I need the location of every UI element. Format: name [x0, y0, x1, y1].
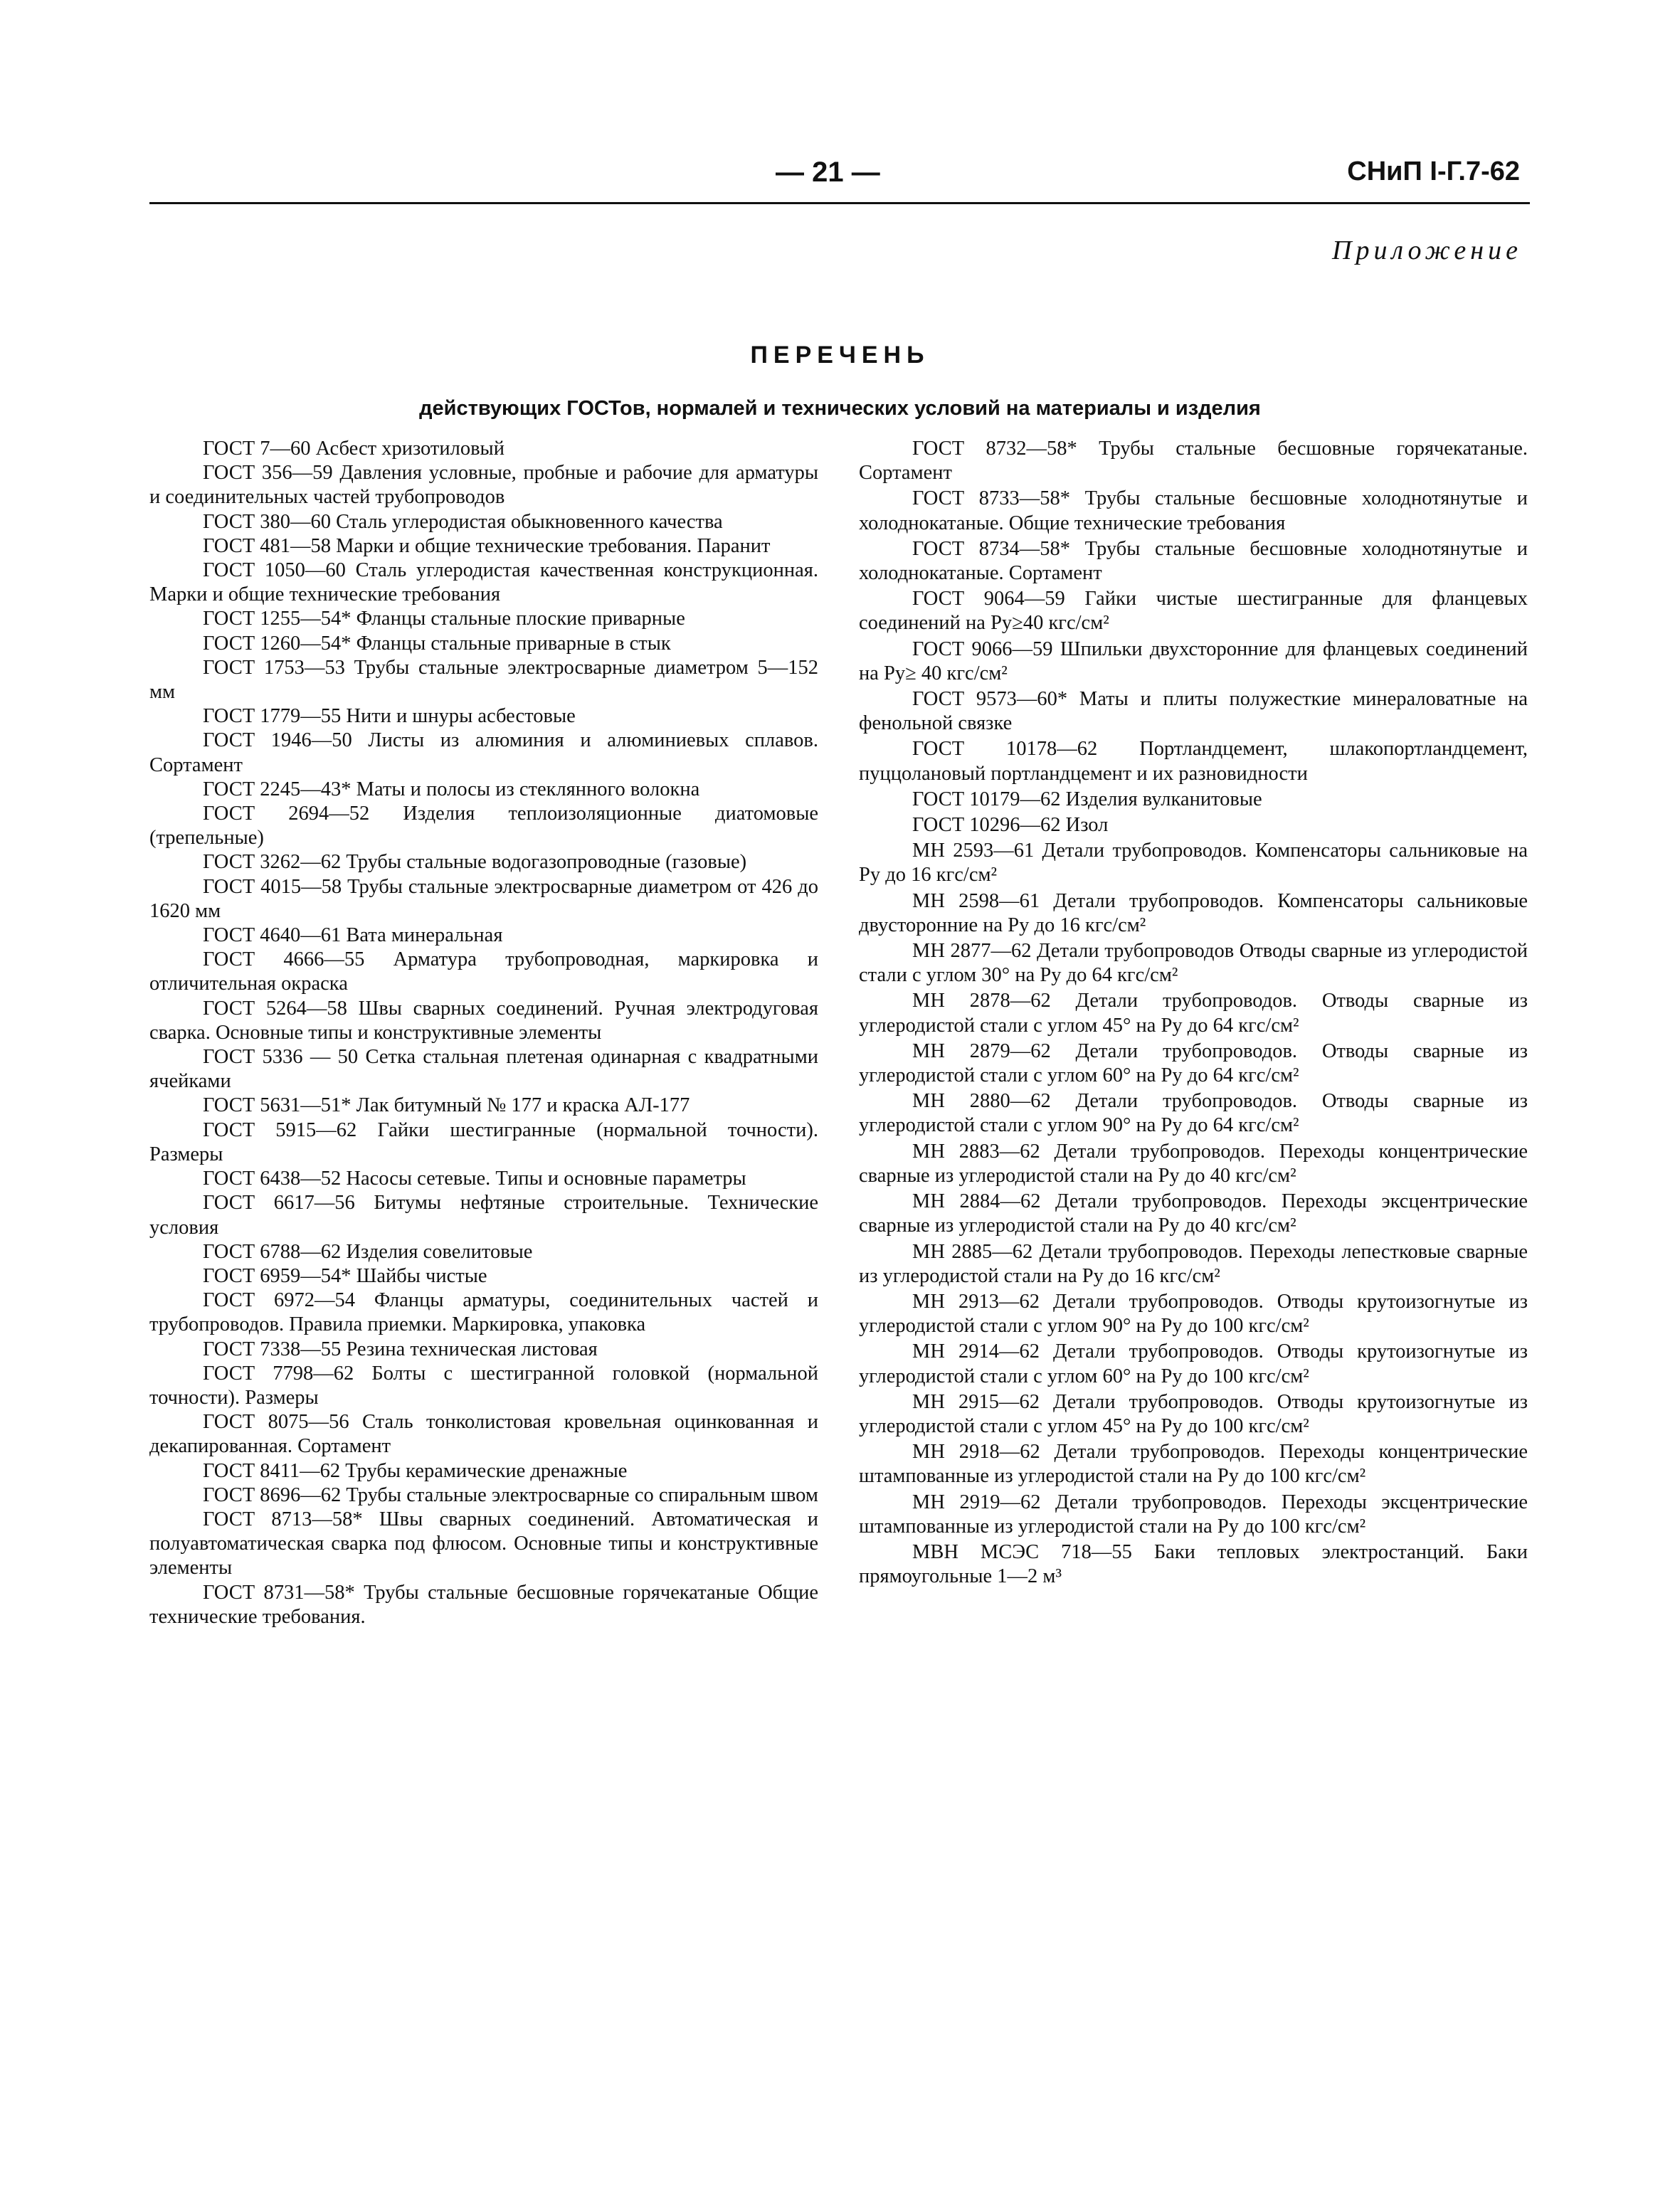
list-entry: МН 2877—62 Детали трубопроводов Отводы сварные из углеродистой стали с углом 30° на Pу до 64 кгс/см²	[859, 940, 1528, 987]
list-entry: ГОСТ 356—59 Давления условные, пробные и рабочие для арматуры и соединительных частей трубопроводов	[149, 462, 818, 509]
list-entry: ГОСТ 1753—53 Трубы стальные электросварные диаметром 5—152 мм	[149, 656, 818, 704]
list-entry: ГОСТ 6959—54* Шайбы чистые	[203, 1264, 487, 1287]
list-entry: ГОСТ 1946—50 Листы из алюминия и алюминиевых сплавов. Сортамент	[149, 729, 818, 776]
list-entry: МН 2883—62 Детали трубопроводов. Переходы концентрические сварные из углеродистой стали на Pу до 40 кгс/см²	[859, 1140, 1528, 1187]
list-entry: ГОСТ 6617—56 Битумы нефтяные строительные. Технические условия	[149, 1192, 818, 1239]
list-entry: МН 2913—62 Детали трубопроводов. Отводы крутоизогнутые из углеродистой стали с углом 90° на Pу до 100 кгс/см²	[859, 1290, 1528, 1338]
list-entry: ГОСТ 8696—62 Трубы стальные электросварные со спиральным швом	[203, 1483, 818, 1506]
list-entry: ГОСТ 9064—59 Гайки чистые шестигранные для фланцевых соединений на Pу≥40 кгс/см²	[859, 588, 1528, 635]
list-entry: МН 2878—62 Детали трубопроводов. Отводы сварные из углеродистой стали с углом 45° на Pу до 64 кгс/см²	[859, 990, 1528, 1037]
list-entry: МН 2880—62 Детали трубопроводов. Отводы сварные из углеродистой стали с углом 90° на Pу до 64 кгс/см²	[859, 1090, 1528, 1137]
list-entry: МН 2914—62 Детали трубопроводов. Отводы крутоизогнутые из углеродистой стали с углом 60° на Pу до 100 кгс/см²	[859, 1340, 1528, 1387]
list-entry: ГОСТ 5264—58 Швы сварных соединений. Ручная электродуговая сварка. Основные типы и конструктивные элементы	[149, 997, 818, 1044]
list-entry: ГОСТ 380—60 Сталь углеродистая обыкновенного качества	[203, 510, 723, 533]
list-entry: МН 2593—61 Детали трубопроводов. Компенсаторы сальниковые на Pу до 16 кгс/см²	[859, 840, 1528, 887]
list-entry: МВН МСЭС 718—55 Баки тепловых электростанций. Баки прямоугольные 1—2 м³	[859, 1540, 1528, 1588]
list-entry: ГОСТ 7—60 Асбест хризотиловый	[203, 438, 504, 460]
list-entry: ГОСТ 8713—58* Швы сварных соединений. Автоматическая и полуавтоматическая сварка под флюсом. Основные типы и конструктивные элементы	[149, 1508, 818, 1580]
list-entry: ГОСТ 5631—51* Лак битумный № 177 и краска АЛ-177	[203, 1094, 690, 1117]
list-entry: МН 2885—62 Детали трубопроводов. Переходы лепестковые сварные из углеродистой стали на Pу до 16 кгс/см²	[859, 1240, 1528, 1287]
appendix-label: Приложение	[1332, 236, 1522, 265]
list-entry: МН 2919—62 Детали трубопроводов. Переходы эксцентрические штампованные из углеродистой стали на Pу до 100 кгс/см²	[859, 1491, 1528, 1538]
list-entry: ГОСТ 6438—52 Насосы сетевые. Типы и основные параметры	[203, 1168, 746, 1190]
header-rule	[149, 202, 1530, 204]
list-entry: ГОСТ 6788—62 Изделия совелитовые	[203, 1240, 533, 1263]
list-entry: ГОСТ 7338—55 Резина техническая листовая	[203, 1338, 598, 1360]
list-entry: ГОСТ 1050—60 Сталь углеродистая качественная конструкционная. Марки и общие технические требования	[149, 559, 818, 606]
list-entry: ГОСТ 2245—43* Маты и полосы из стеклянного волокна	[203, 778, 700, 800]
list-entry: ГОСТ 4640—61 Вата минеральная	[203, 924, 503, 947]
list-entry: ГОСТ 1255—54* Фланцы стальные плоские приварные	[203, 608, 685, 630]
list-entry: ГОСТ 5915—62 Гайки шестигранные (нормальной точности). Размеры	[149, 1118, 818, 1165]
list-entry: ГОСТ 4015—58 Трубы стальные электросварные диаметром от 426 до 1620 мм	[149, 875, 818, 922]
list-entry: ГОСТ 6972—54 Фланцы арматуры, соединительных частей и трубопроводов. Правила приемки. Маркировка, упаковка	[149, 1289, 818, 1336]
list-entry: ГОСТ 10178—62 Портландцемент, шлакопортландцемент, пуццолановый портландцемент и их разновидности	[859, 738, 1528, 785]
document-code: СНиП I-Г.7-62	[1347, 157, 1520, 186]
list-entry: ГОСТ 481—58 Марки и общие технические требования. Паранит	[203, 534, 771, 557]
list-entry: ГОСТ 7798—62 Болты с шестигранной головкой (нормальной точности). Размеры	[149, 1362, 818, 1409]
list-entry: ГОСТ 10296—62 Изол	[912, 814, 1109, 837]
list-entry: ГОСТ 5336 — 50 Сетка стальная плетеная одинарная с квадратными ячейками	[149, 1046, 818, 1093]
list-entry: ГОСТ 4666—55 Арматура трубопроводная, маркировка и отличительная окраска	[149, 948, 818, 995]
left-column	[149, 437, 818, 1629]
list-title: ПЕРЕЧЕНЬ	[750, 342, 930, 369]
list-entry: ГОСТ 9573—60* Маты и плиты полужесткие минераловатные на фенольной связке	[859, 688, 1528, 735]
list-entry: МН 2918—62 Детали трубопроводов. Переходы концентрические штампованные из углеродистой стали на Pу до 100 кгс/см²	[859, 1441, 1528, 1488]
list-entry: ГОСТ 9066—59 Шпильки двухсторонние для фланцевых соединений на Pу≥ 40 кгс/см²	[859, 637, 1528, 684]
list-subtitle: действующих ГОСТов, нормалей и технических условий на материалы и изделия	[419, 397, 1261, 420]
list-entry: ГОСТ 8732—58* Трубы стальные бесшовные горячекатаные. Сортамент	[859, 438, 1528, 485]
list-entry: ГОСТ 1779—55 Нити и шнуры асбестовые	[203, 705, 576, 728]
list-entry: ГОСТ 2694—52 Изделия теплоизоляционные диатомовые (трепельные)	[149, 803, 818, 850]
page-number: — 21 —	[776, 157, 880, 188]
list-entry: ГОСТ 8075—56 Сталь тонколистовая кровельная оцинкованная и декапированная. Сортамент	[149, 1411, 818, 1458]
list-entry: МН 2879—62 Детали трубопроводов. Отводы сварные из углеродистой стали с углом 60° на Pу до 64 кгс/см²	[859, 1039, 1528, 1087]
list-entry: ГОСТ 8411—62 Трубы керамические дренажные	[203, 1459, 628, 1482]
list-entry: ГОСТ 8733—58* Трубы стальные бесшовные холоднотянутые и холоднокатаные. Общие технические требования	[859, 487, 1528, 534]
list-entry: ГОСТ 8731—58* Трубы стальные бесшовные горячекатаные Общие технические требования.	[149, 1581, 818, 1628]
list-entry: ГОСТ 3262—62 Трубы стальные водогазопроводные (газовые)	[203, 851, 747, 874]
page-header	[0, 149, 1680, 199]
list-entry: МН 2884—62 Детали трубопроводов. Переходы эксцентрические сварные из углеродистой стали на Pу до 40 кгс/см²	[859, 1190, 1528, 1237]
list-entry: ГОСТ 10179—62 Изделия вулканитовые	[912, 788, 1262, 810]
list-entry: МН 2598—61 Детали трубопроводов. Компенсаторы сальниковые двусторонние на Pу до 16 кгс/см²	[859, 889, 1528, 936]
list-entry: МН 2915—62 Детали трубопроводов. Отводы крутоизогнутые из углеродистой стали с углом 45° на Pу до 100 кгс/см²	[859, 1390, 1528, 1437]
list-entry: ГОСТ 8734—58* Трубы стальные бесшовные холоднотянутые и холоднокатаные. Сортамент	[859, 537, 1528, 585]
list-entry: ГОСТ 1260—54* Фланцы стальные приварные в стык	[203, 632, 671, 655]
right-column	[859, 437, 1528, 1590]
